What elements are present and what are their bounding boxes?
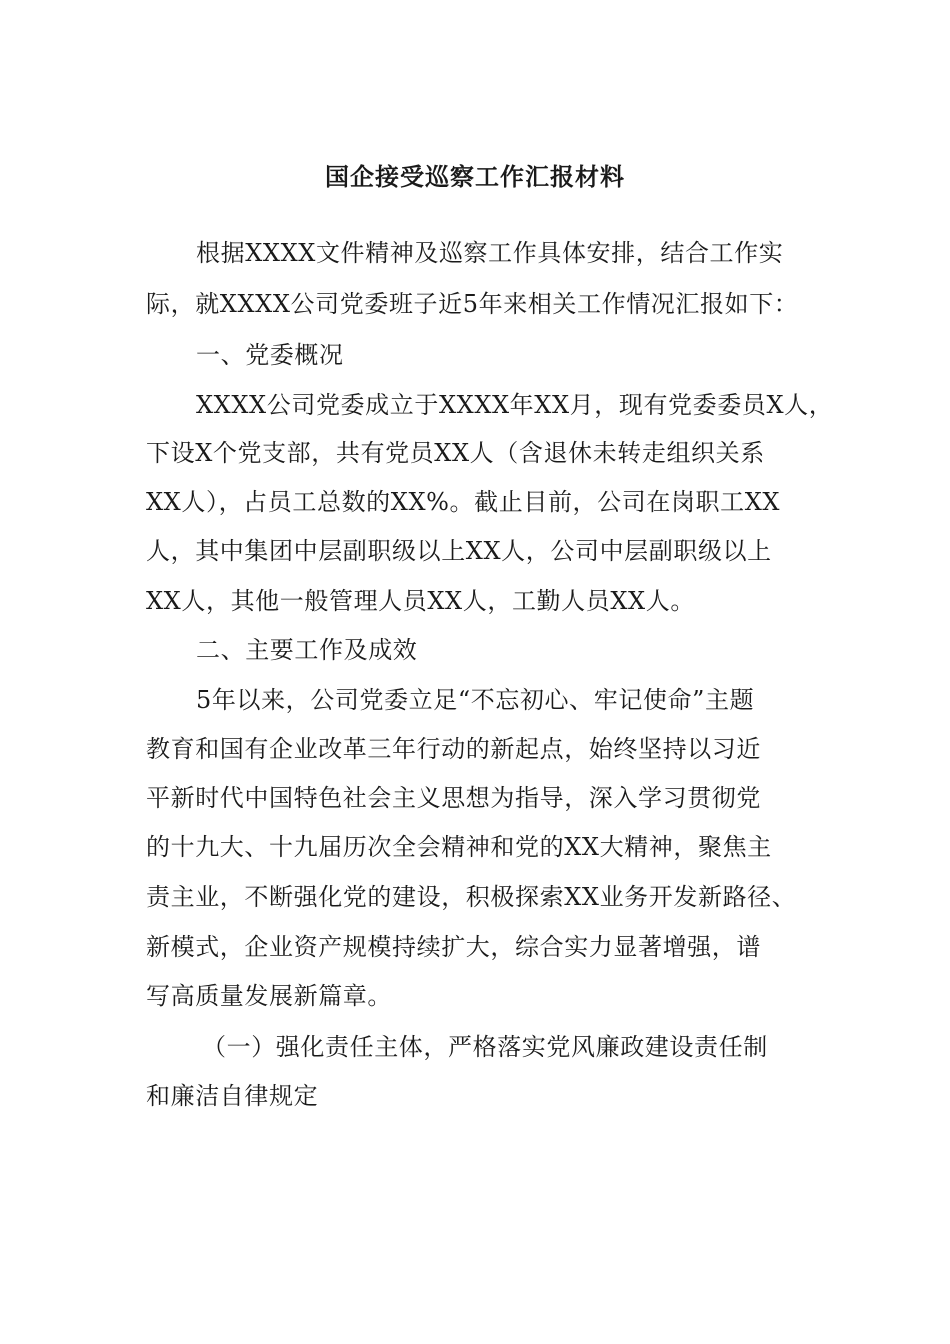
paragraph-line: 的十九大、十九届历次全会精神和党的XX大精神，聚焦主 [146, 833, 772, 861]
section-heading: 一、党委概况 [196, 341, 344, 369]
paragraph-line: 平新时代中国特色社会主义思想为指导，深入学习贯彻党 [146, 784, 761, 812]
section-heading: 二、主要工作及成效 [196, 636, 418, 664]
document-title: 国企接受巡察工作汇报材料 [325, 162, 625, 191]
paragraph-line: 人，其中集团中层副职级以上XX人，公司中层副职级以上 [146, 537, 772, 565]
paragraph-line: 教育和国有企业改革三年行动的新起点，始终坚持以习近 [146, 735, 761, 763]
paragraph-line: 责主业，不断强化党的建设，积极探索XX业务开发新路径、 [146, 883, 797, 911]
subsection-heading: （一）强化责任主体，严格落实党风廉政建设责任制 [202, 1033, 768, 1061]
paragraph-line: 5年以来，公司党委立足“不忘初心、牢记使命”主题 [196, 686, 755, 714]
paragraph-line: 下设X个党支部，共有党员XX人（含退休未转走组织关系 [146, 439, 765, 467]
subsection-heading: 和廉洁自律规定 [146, 1082, 319, 1110]
paragraph-line: XX人，其他一般管理人员XX人，工勤人员XX人。 [146, 587, 695, 615]
paragraph-line: XX人），占员工总数的XX%。截止目前，公司在岗职工XX [146, 488, 781, 516]
paragraph-line: 新模式，企业资产规模持续扩大，综合实力显著增强，谱 [146, 933, 761, 961]
paragraph-line: 根据XXXX文件精神及巡察工作具体安排，结合工作实 [196, 239, 784, 267]
paragraph-line: 际，就XXXX公司党委班子近5年来相关工作情况汇报如下： [146, 290, 799, 318]
paragraph-line: XXXX公司党委成立于XXXX年XX月，现有党委委员X人， [196, 391, 834, 419]
paragraph-line: 写高质量发展新篇章。 [146, 982, 392, 1010]
